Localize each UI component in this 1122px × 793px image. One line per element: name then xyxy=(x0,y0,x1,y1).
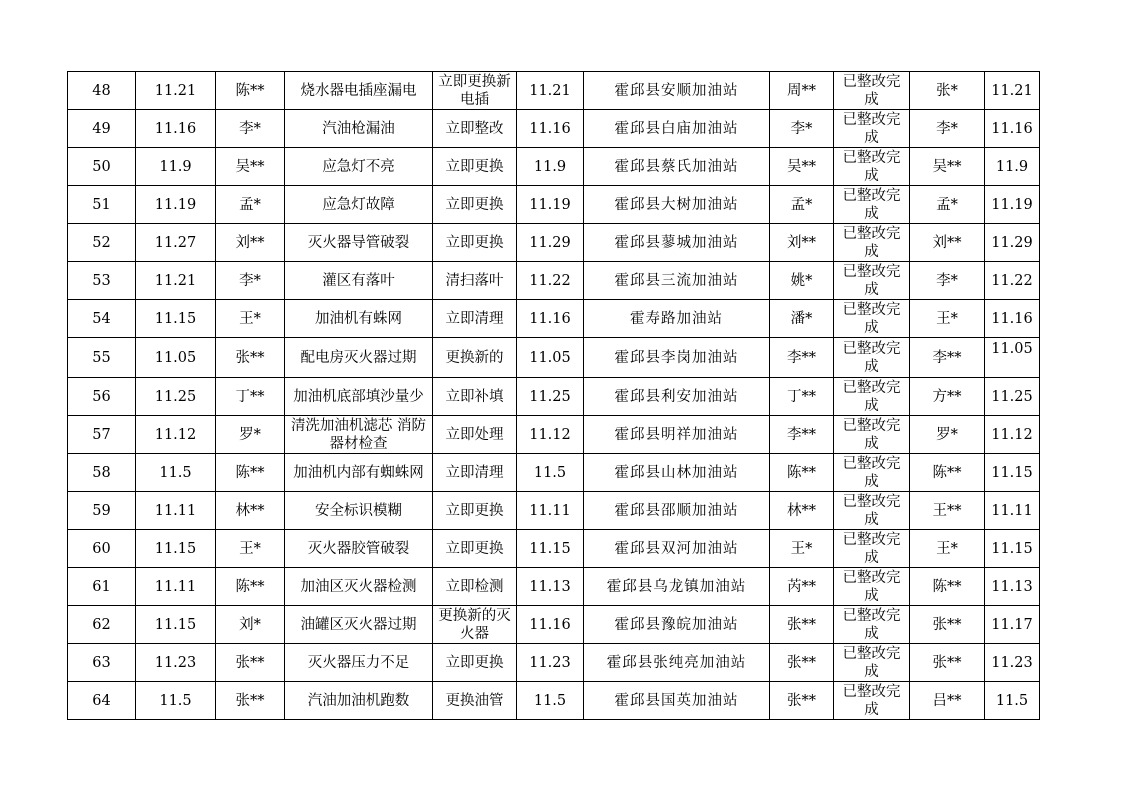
cell-status: 已整改完成 xyxy=(834,606,910,644)
cell-inspector: 罗* xyxy=(216,416,285,454)
cell-responsible: 潘* xyxy=(770,300,834,338)
table-row xyxy=(68,110,1040,148)
cell-measure: 立即清理 xyxy=(433,300,517,338)
cell-check-date: 11.12 xyxy=(136,416,216,454)
cell-rectify-date: 11.9 xyxy=(517,148,584,186)
cell-no: 48 xyxy=(68,72,136,110)
cell-inspector: 陈** xyxy=(216,72,285,110)
cell-no: 53 xyxy=(68,262,136,300)
table-row xyxy=(68,606,1040,644)
cell-rectify-date: 11.23 xyxy=(517,644,584,682)
cell-responsible: 李** xyxy=(770,416,834,454)
cell-station: 霍寿路加油站 xyxy=(584,300,770,338)
cell-issue: 清洗加油机滤芯 消防器材检查 xyxy=(285,416,433,454)
cell-measure: 立即更换 xyxy=(433,530,517,568)
cell-issue: 油罐区灭火器过期 xyxy=(285,606,433,644)
cell-rectify-date: 11.22 xyxy=(517,262,584,300)
cell-check-date: 11.23 xyxy=(136,644,216,682)
cell-status: 已整改完成 xyxy=(834,378,910,416)
cell-station: 霍邱县蓼城加油站 xyxy=(584,224,770,262)
cell-no: 50 xyxy=(68,148,136,186)
cell-measure: 更换新的灭火器 xyxy=(433,606,517,644)
cell-check-date: 11.15 xyxy=(136,606,216,644)
cell-reviewer: 李* xyxy=(910,262,985,300)
cell-no: 55 xyxy=(68,338,136,378)
cell-station: 霍邱县张纯亮加油站 xyxy=(584,644,770,682)
cell-review-date: 11.9 xyxy=(985,148,1040,186)
table-row xyxy=(68,186,1040,224)
cell-reviewer: 张** xyxy=(910,644,985,682)
cell-check-date: 11.15 xyxy=(136,300,216,338)
cell-inspector: 张** xyxy=(216,338,285,378)
cell-reviewer: 刘** xyxy=(910,224,985,262)
cell-reviewer: 吴** xyxy=(910,148,985,186)
cell-responsible: 姚* xyxy=(770,262,834,300)
cell-reviewer: 孟* xyxy=(910,186,985,224)
cell-review-date: 11.29 xyxy=(985,224,1040,262)
cell-responsible: 林** xyxy=(770,492,834,530)
table-row xyxy=(68,378,1040,416)
cell-rectify-date: 11.5 xyxy=(517,454,584,492)
cell-rectify-date: 11.11 xyxy=(517,492,584,530)
cell-inspector: 丁** xyxy=(216,378,285,416)
cell-rectify-date: 11.16 xyxy=(517,300,584,338)
cell-station: 霍邱县双河加油站 xyxy=(584,530,770,568)
cell-measure: 立即更换 xyxy=(433,186,517,224)
cell-inspector: 王* xyxy=(216,300,285,338)
cell-issue: 汽油加油机跑数 xyxy=(285,682,433,720)
cell-inspector: 刘** xyxy=(216,224,285,262)
cell-responsible: 芮** xyxy=(770,568,834,606)
cell-status: 已整改完成 xyxy=(834,454,910,492)
cell-status: 已整改完成 xyxy=(834,568,910,606)
cell-issue: 加油区灭火器检测 xyxy=(285,568,433,606)
cell-inspector: 陈** xyxy=(216,454,285,492)
cell-measure: 立即检测 xyxy=(433,568,517,606)
cell-reviewer: 李** xyxy=(910,338,985,378)
cell-measure: 立即更换 xyxy=(433,148,517,186)
rectification-record-table xyxy=(67,71,1040,720)
cell-reviewer: 陈** xyxy=(910,454,985,492)
table-row xyxy=(68,148,1040,186)
cell-rectify-date: 11.15 xyxy=(517,530,584,568)
cell-inspector: 王* xyxy=(216,530,285,568)
cell-rectify-date: 11.13 xyxy=(517,568,584,606)
cell-review-date: 11.11 xyxy=(985,492,1040,530)
table-row xyxy=(68,644,1040,682)
cell-responsible: 李* xyxy=(770,110,834,148)
cell-issue: 灭火器导管破裂 xyxy=(285,224,433,262)
cell-rectify-date: 11.16 xyxy=(517,110,584,148)
cell-responsible: 张** xyxy=(770,606,834,644)
cell-review-date: 11.13 xyxy=(985,568,1040,606)
table-row xyxy=(68,338,1040,378)
table-body xyxy=(68,72,1040,720)
cell-reviewer: 张** xyxy=(910,606,985,644)
cell-review-date: 11.19 xyxy=(985,186,1040,224)
cell-station: 霍邱县乌龙镇加油站 xyxy=(584,568,770,606)
cell-check-date: 11.05 xyxy=(136,338,216,378)
cell-station: 霍邱县李岗加油站 xyxy=(584,338,770,378)
cell-check-date: 11.25 xyxy=(136,378,216,416)
cell-review-date: 11.12 xyxy=(985,416,1040,454)
cell-reviewer: 李* xyxy=(910,110,985,148)
cell-no: 52 xyxy=(68,224,136,262)
cell-responsible: 张** xyxy=(770,682,834,720)
cell-review-date: 11.21 xyxy=(985,72,1040,110)
cell-status: 已整改完成 xyxy=(834,338,910,378)
cell-responsible: 孟* xyxy=(770,186,834,224)
cell-inspector: 刘* xyxy=(216,606,285,644)
cell-issue: 灌区有落叶 xyxy=(285,262,433,300)
cell-responsible: 周** xyxy=(770,72,834,110)
cell-no: 60 xyxy=(68,530,136,568)
cell-inspector: 张** xyxy=(216,644,285,682)
cell-station: 霍邱县山林加油站 xyxy=(584,454,770,492)
cell-reviewer: 吕** xyxy=(910,682,985,720)
cell-responsible: 吴** xyxy=(770,148,834,186)
cell-reviewer: 方** xyxy=(910,378,985,416)
cell-check-date: 11.9 xyxy=(136,148,216,186)
cell-measure: 立即整改 xyxy=(433,110,517,148)
cell-measure: 更换油管 xyxy=(433,682,517,720)
cell-issue: 应急灯不亮 xyxy=(285,148,433,186)
table-row xyxy=(68,224,1040,262)
cell-issue: 加油机底部填沙量少 xyxy=(285,378,433,416)
cell-station: 霍邱县国英加油站 xyxy=(584,682,770,720)
cell-measure: 立即处理 xyxy=(433,416,517,454)
cell-inspector: 林** xyxy=(216,492,285,530)
cell-no: 51 xyxy=(68,186,136,224)
cell-rectify-date: 11.21 xyxy=(517,72,584,110)
table-row xyxy=(68,72,1040,110)
cell-measure: 立即更换 xyxy=(433,224,517,262)
table-row xyxy=(68,262,1040,300)
cell-measure: 立即更换新电插 xyxy=(433,72,517,110)
cell-inspector: 李* xyxy=(216,110,285,148)
cell-rectify-date: 11.5 xyxy=(517,682,584,720)
cell-rectify-date: 11.25 xyxy=(517,378,584,416)
cell-measure: 清扫落叶 xyxy=(433,262,517,300)
table-row xyxy=(68,454,1040,492)
cell-issue: 应急灯故障 xyxy=(285,186,433,224)
cell-status: 已整改完成 xyxy=(834,682,910,720)
cell-station: 霍邱县大树加油站 xyxy=(584,186,770,224)
cell-measure: 立即更换 xyxy=(433,492,517,530)
cell-check-date: 11.11 xyxy=(136,492,216,530)
cell-responsible: 李** xyxy=(770,338,834,378)
cell-check-date: 11.27 xyxy=(136,224,216,262)
cell-issue: 加油机内部有蜘蛛网 xyxy=(285,454,433,492)
cell-rectify-date: 11.29 xyxy=(517,224,584,262)
cell-status: 已整改完成 xyxy=(834,300,910,338)
cell-check-date: 11.16 xyxy=(136,110,216,148)
cell-station: 霍邱县安顺加油站 xyxy=(584,72,770,110)
cell-status: 已整改完成 xyxy=(834,530,910,568)
cell-station: 霍邱县三流加油站 xyxy=(584,262,770,300)
cell-reviewer: 王** xyxy=(910,492,985,530)
cell-review-date: 11.23 xyxy=(985,644,1040,682)
cell-review-date: 11.22 xyxy=(985,262,1040,300)
cell-status: 已整改完成 xyxy=(834,72,910,110)
table-row xyxy=(68,416,1040,454)
cell-check-date: 11.19 xyxy=(136,186,216,224)
cell-status: 已整改完成 xyxy=(834,148,910,186)
cell-status: 已整改完成 xyxy=(834,110,910,148)
cell-status: 已整改完成 xyxy=(834,186,910,224)
cell-issue: 配电房灭火器过期 xyxy=(285,338,433,378)
cell-responsible: 陈** xyxy=(770,454,834,492)
cell-issue: 烧水器电插座漏电 xyxy=(285,72,433,110)
cell-no: 64 xyxy=(68,682,136,720)
cell-measure: 立即补填 xyxy=(433,378,517,416)
cell-status: 已整改完成 xyxy=(834,492,910,530)
cell-issue: 安全标识模糊 xyxy=(285,492,433,530)
cell-station: 霍邱县蔡氏加油站 xyxy=(584,148,770,186)
cell-reviewer: 陈** xyxy=(910,568,985,606)
cell-issue: 灭火器压力不足 xyxy=(285,644,433,682)
cell-review-date: 11.25 xyxy=(985,378,1040,416)
table-row xyxy=(68,492,1040,530)
cell-inspector: 孟* xyxy=(216,186,285,224)
cell-review-date: 11.5 xyxy=(985,682,1040,720)
cell-responsible: 丁** xyxy=(770,378,834,416)
table-row xyxy=(68,568,1040,606)
cell-review-date: 11.15 xyxy=(985,530,1040,568)
cell-issue: 汽油枪漏油 xyxy=(285,110,433,148)
cell-reviewer: 罗* xyxy=(910,416,985,454)
table-row xyxy=(68,682,1040,720)
cell-status: 已整改完成 xyxy=(834,416,910,454)
cell-no: 62 xyxy=(68,606,136,644)
cell-no: 54 xyxy=(68,300,136,338)
cell-station: 霍邱县利安加油站 xyxy=(584,378,770,416)
cell-no: 57 xyxy=(68,416,136,454)
cell-no: 61 xyxy=(68,568,136,606)
cell-reviewer: 张* xyxy=(910,72,985,110)
cell-check-date: 11.21 xyxy=(136,262,216,300)
cell-review-date: 11.16 xyxy=(985,300,1040,338)
cell-rectify-date: 11.05 xyxy=(517,338,584,378)
cell-status: 已整改完成 xyxy=(834,224,910,262)
table-row xyxy=(68,300,1040,338)
cell-station: 霍邱县明祥加油站 xyxy=(584,416,770,454)
cell-check-date: 11.5 xyxy=(136,682,216,720)
cell-reviewer: 王* xyxy=(910,530,985,568)
cell-no: 63 xyxy=(68,644,136,682)
cell-review-date: 11.16 xyxy=(985,110,1040,148)
cell-check-date: 11.5 xyxy=(136,454,216,492)
cell-issue: 加油机有蛛网 xyxy=(285,300,433,338)
cell-status: 已整改完成 xyxy=(834,644,910,682)
cell-no: 58 xyxy=(68,454,136,492)
cell-status: 已整改完成 xyxy=(834,262,910,300)
cell-issue: 灭火器胶管破裂 xyxy=(285,530,433,568)
cell-station: 霍邱县白庙加油站 xyxy=(584,110,770,148)
cell-no: 59 xyxy=(68,492,136,530)
cell-check-date: 11.21 xyxy=(136,72,216,110)
cell-no: 49 xyxy=(68,110,136,148)
cell-check-date: 11.11 xyxy=(136,568,216,606)
cell-responsible: 张** xyxy=(770,644,834,682)
cell-inspector: 李* xyxy=(216,262,285,300)
cell-rectify-date: 11.16 xyxy=(517,606,584,644)
cell-reviewer: 王* xyxy=(910,300,985,338)
cell-review-date: 11.15 xyxy=(985,454,1040,492)
cell-inspector: 张** xyxy=(216,682,285,720)
cell-station: 霍邱县邵顺加油站 xyxy=(584,492,770,530)
cell-no: 56 xyxy=(68,378,136,416)
cell-inspector: 陈** xyxy=(216,568,285,606)
cell-review-date: 11.05 xyxy=(985,338,1040,378)
cell-measure: 更换新的 xyxy=(433,338,517,378)
cell-review-date: 11.17 xyxy=(985,606,1040,644)
table-row xyxy=(68,530,1040,568)
cell-rectify-date: 11.19 xyxy=(517,186,584,224)
cell-station: 霍邱县豫皖加油站 xyxy=(584,606,770,644)
cell-inspector: 吴** xyxy=(216,148,285,186)
cell-check-date: 11.15 xyxy=(136,530,216,568)
cell-rectify-date: 11.12 xyxy=(517,416,584,454)
cell-responsible: 刘** xyxy=(770,224,834,262)
cell-responsible: 王* xyxy=(770,530,834,568)
cell-measure: 立即更换 xyxy=(433,644,517,682)
cell-measure: 立即清理 xyxy=(433,454,517,492)
